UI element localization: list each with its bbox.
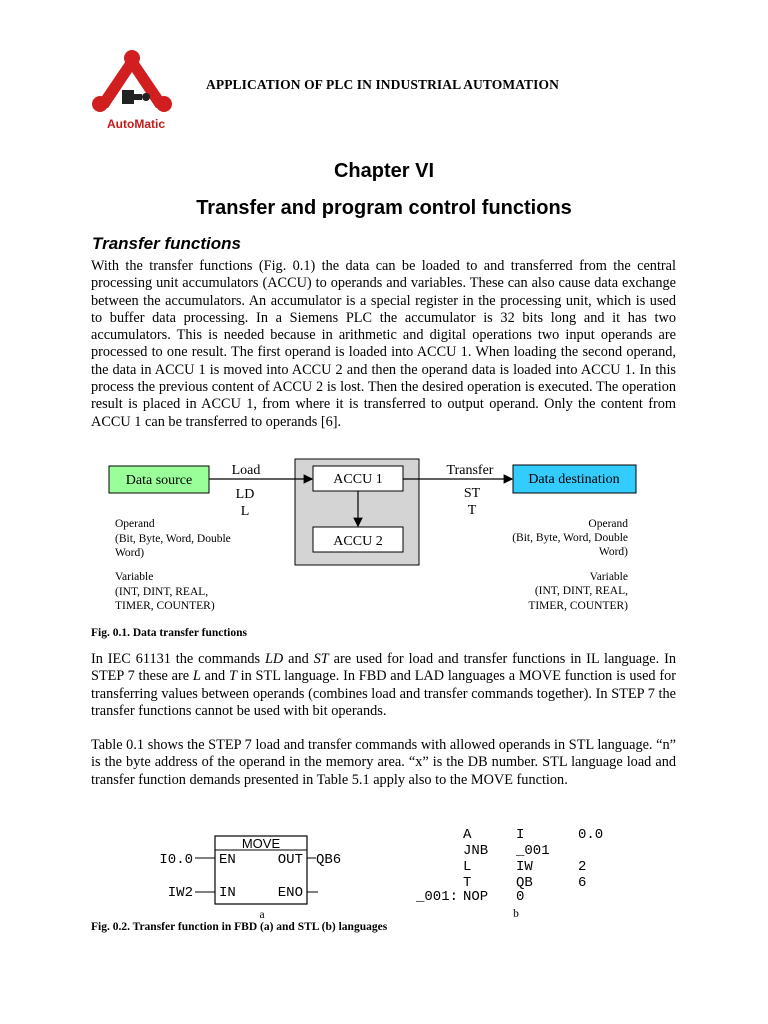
input-operand-i00: I0.0: [159, 852, 193, 868]
figure-caption-1: Fig. 0.1. Data transfer functions: [91, 627, 247, 639]
p2-text-c: are used for load and transfer functions in IL language. In STEP 7 these are: [91, 651, 676, 685]
p2-text-e: in STL language. In FBD and LAD languages a MOVE function is used for transferring values between operands (combines load and transfer commands together). In STEP 7 the transfer functions cannot be used with bit operands.: [91, 668, 676, 719]
stl-row-1-val: 0.0: [578, 827, 604, 843]
p2-text-b: and: [283, 651, 314, 667]
data-source-label: Data source: [125, 473, 193, 488]
stl-row-2-op: JNB: [463, 843, 489, 859]
section-heading: Transfer functions: [92, 234, 241, 253]
transfer-label: Transfer: [446, 463, 494, 478]
fbd-label-a: a: [259, 909, 265, 920]
load-label: Load: [231, 463, 261, 478]
left-operand-line1: Operand: [115, 518, 155, 530]
right-variable-line1: Variable: [589, 571, 628, 583]
paragraph-table-ref: Table 0.1 shows the STEP 7 load and transfer commands with allowed operands in STL language. “n” is the byte address of the operand in the memory area. “x” is the DB number. STL language load and transfer function demands presented in Table 5.1 apply also to the MOVE function.: [91, 737, 676, 788]
right-variable-line2: (INT, DINT, REAL,: [534, 585, 628, 597]
stl-row-1-arg: I: [516, 827, 525, 843]
automatic-logo: [88, 50, 184, 134]
p2-t: T: [228, 668, 237, 685]
accu2-label: ACCU 2: [333, 534, 383, 549]
left-variable-line3: TIMER, COUNTER): [115, 600, 215, 612]
in-pin: IN: [219, 885, 236, 901]
logo-text: AutoMatic: [107, 117, 165, 131]
p2-ld: LD: [264, 651, 284, 667]
figure-caption-2: Fig. 0.2. Transfer function in FBD (a) and STL (b) languages: [91, 921, 388, 933]
chapter-title: Transfer and program control functions: [196, 197, 572, 219]
p2-text-a: In IEC 61131 the commands: [91, 651, 265, 667]
st-label: ST: [463, 486, 481, 501]
document-header-title: APPLICATION OF PLC IN INDUSTRIAL AUTOMATION: [206, 77, 559, 92]
t-label: T: [467, 503, 477, 518]
stl-row-2-arg: _001: [516, 843, 550, 859]
right-operand-line1: Operand: [588, 518, 628, 530]
l-label: L: [240, 504, 250, 519]
stl-row-3-op: L: [463, 859, 472, 875]
stl-row-1-op: A: [463, 827, 472, 843]
stl-row-5-op: NOP: [463, 889, 489, 905]
stl-row-4-op: T: [463, 875, 472, 891]
stl-listing: [415, 827, 603, 905]
input-operand-iw2: IW2: [167, 885, 193, 901]
out-pin: OUT: [277, 852, 303, 868]
stl-label-b: b: [513, 908, 519, 920]
stl-row-4-val: 6: [578, 875, 587, 891]
eno-pin: ENO: [277, 885, 303, 901]
ld-label: LD: [235, 487, 255, 502]
accu1-label: ACCU 1: [333, 472, 383, 487]
output-operand-qb6: QB6: [316, 852, 342, 868]
stl-row-3-val: 2: [578, 859, 587, 875]
p2-st: ST: [313, 651, 329, 667]
move-function-diagram: [0, 820, 768, 920]
paragraph-iec: [91, 651, 676, 720]
right-operand-line2: (Bit, Byte, Word, Double: [512, 532, 628, 544]
right-variable-line3: TIMER, COUNTER): [528, 600, 628, 612]
p2-text-d: and: [200, 668, 229, 685]
left-variable-line2: (INT, DINT, REAL,: [115, 586, 209, 598]
paragraph-intro: With the transfer functions (Fig. 0.1) the data can be loaded to and transferred from the central processing unit accumulators (ACCU) to operands and variables. These can also cause data exchange between the accumulators. An accumulator is a special register in the processing unit, which is used to buffer data processing. In a Siemens PLC the accumulator is 32 bits long and it has two accumulators. This is needed because in arithmetic and digital operations two input operands are processed to one result. The first operand is loaded into ACCU 1. When loading the second operand, the data in ACCU 1 is moved into ACCU 2 and then the operand data is loaded into ACCU 1. In this process the previous content of ACCU 2 is lost. Then the desired operation is executed. The operation result is placed in ACCU 1, from where it is transferred to output operand. Only the content from ACCU 1 can be transferred to operands [6].: [91, 258, 676, 430]
move-title: MOVE: [241, 836, 281, 851]
left-operand-line2: (Bit, Byte, Word, Double: [115, 533, 231, 545]
stl-row-5-arg: 0: [516, 889, 525, 905]
left-operand-line3: Word): [115, 547, 145, 559]
data-transfer-diagram: [0, 455, 768, 620]
stl-row-4-arg: QB: [516, 875, 533, 891]
right-operand-line3: Word): [598, 546, 628, 558]
stl-row-3-arg: IW: [516, 859, 533, 875]
data-destination-label: Data destination: [528, 472, 620, 487]
p2-l: L: [192, 668, 201, 685]
chapter-number: Chapter VI: [333, 160, 435, 182]
left-variable-line1: Variable: [115, 571, 154, 583]
en-pin: EN: [219, 852, 236, 868]
stl-row-5-label: _001:: [415, 889, 458, 905]
logo-triangle-icon: [92, 50, 172, 112]
